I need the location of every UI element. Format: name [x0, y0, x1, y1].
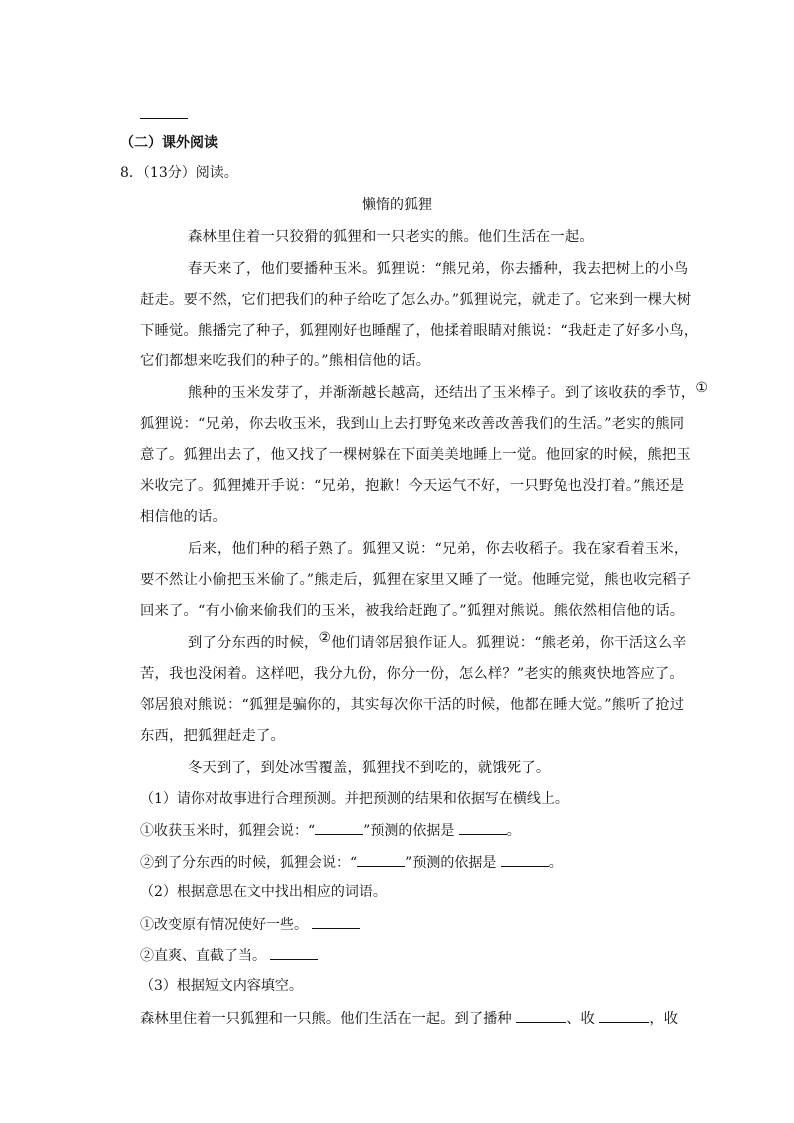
story-line: 要不然让小偷把玉米偷了。”熊走后，狐狸在家里又睡了一觉。他睡完觉，熊也收完稻子: [140, 572, 692, 588]
answer-blank[interactable]: [315, 820, 363, 835]
answer-blank[interactable]: [599, 1008, 649, 1023]
question-1b: [140, 852, 563, 873]
question-text: 、收: [566, 1011, 595, 1027]
story-title: 懒惰的狐狸: [362, 197, 432, 213]
answer-blank[interactable]: [357, 852, 405, 867]
story-line: 赶走。要不然，它们把我们的种子给吃了怎么办。”狐狸说完，就走了。它来到一棵大树: [140, 292, 692, 308]
question-text: 。: [506, 823, 521, 839]
question-text: ”预测的依据是: [405, 855, 497, 871]
question-1-title: （1）请你对故事进行合理预测。并把预测的结果和依据写在横线上。: [140, 791, 569, 807]
question-heading: 8．（13分）阅读。: [120, 165, 238, 181]
story-line: [188, 630, 687, 653]
question-2a: [140, 914, 360, 935]
question-text: ，收: [649, 1011, 678, 1027]
story-line: 冬天到了，到处冰雪覆盖，狐狸找不到吃的，就饿死了。: [188, 760, 551, 776]
answer-blank[interactable]: [516, 1008, 566, 1023]
story-line: [188, 380, 709, 403]
story-line: 苦，我也没闲着。这样吧，我分九份，你分一份，怎么样？”老实的熊爽快地答应了。: [140, 666, 684, 682]
question-text: ①收获玉米时，狐狸会说：“: [140, 823, 316, 839]
question-2-title: （2）根据意思在文中找出相应的词语。: [140, 884, 387, 900]
story-line: 邻居狼对熊说：“狐狸是骗你的，其实每次你干活的时候，他都在睡大觉。”熊听了抢过: [140, 697, 685, 713]
story-line-text: 熊种的玉米发芽了，并渐渐越长越高，还结出了玉米棒子。到了该收获的季节，: [188, 385, 696, 401]
story-line-text: 到了分东西的时候，: [188, 635, 319, 651]
story-line: 狐狸说：“兄弟，你去收玉米，我到山上去打野兔来改善改善我们的生活。”老实的熊同: [140, 416, 685, 432]
question-text: ”预测的依据是: [363, 823, 455, 839]
story-line: 回来了。“有小偷来偷我们的玉米，被我给赶跑了。”狐狸对熊说。熊依然相信他的话。: [140, 603, 685, 619]
story-line: 后来，他们种的稻子熟了。狐狸又说：“兄弟，你去收稻子。我在家看着玉米，: [188, 541, 689, 557]
question-text: ②到了分东西的时候，狐狸会说：“: [140, 855, 358, 871]
marker-1-icon: ①: [695, 380, 709, 396]
story-line: 春天来了，他们要播种玉米。狐狸说：“熊兄弟，你去播种，我去把树上的小鸟: [188, 261, 689, 277]
story-line: 米收完了。狐狸摊开手说：“兄弟，抱歉！今天运气不好，一只野兔也没打着。”熊还是: [140, 478, 685, 494]
story-line: 意了。狐狸出去了，他又找了一棵树躲在下面美美地睡上一觉。他回家的时候，熊把玉: [140, 447, 691, 463]
question-3-fill: [140, 1008, 678, 1029]
story-line: 相信他的话。: [140, 509, 227, 525]
story-line: 下睡觉。熊播完了种子，狐狸刚好也睡醒了，他揉着眼睛对熊说：“我赶走了好多小鸟，: [140, 323, 699, 339]
story-line: 它们都想来吃我们的种子的。”熊相信他的话。: [140, 353, 431, 369]
answer-blank[interactable]: [270, 945, 318, 960]
question-text: ②直爽、直截了当。: [140, 948, 266, 964]
story-line-text: 他们请邻居狼作证人。狐狸说：“熊老弟，你干活这么辛: [331, 635, 687, 651]
question-1a: [140, 820, 521, 841]
question-text: 。: [548, 855, 563, 871]
question-text: ①改变原有情况使好一些。: [140, 917, 308, 933]
answer-blank[interactable]: [501, 852, 549, 867]
story-line: 东西，把狐狸赶走了。: [140, 728, 285, 744]
section-title: （二）课外阅读: [120, 135, 218, 151]
answer-blank-top[interactable]: [140, 118, 188, 119]
question-3-title: （3）根据短文内容填空。: [140, 978, 303, 994]
question-2b: [140, 945, 318, 966]
marker-2-icon: ②: [318, 630, 332, 646]
story-line: 森林里住着一只狡猾的狐狸和一只老实的熊。他们生活在一起。: [188, 229, 594, 245]
answer-blank[interactable]: [312, 914, 360, 929]
question-text: 森林里住着一只狐狸和一只熊。他们生活在一起。到了播种: [140, 1011, 512, 1027]
answer-blank[interactable]: [459, 820, 507, 835]
